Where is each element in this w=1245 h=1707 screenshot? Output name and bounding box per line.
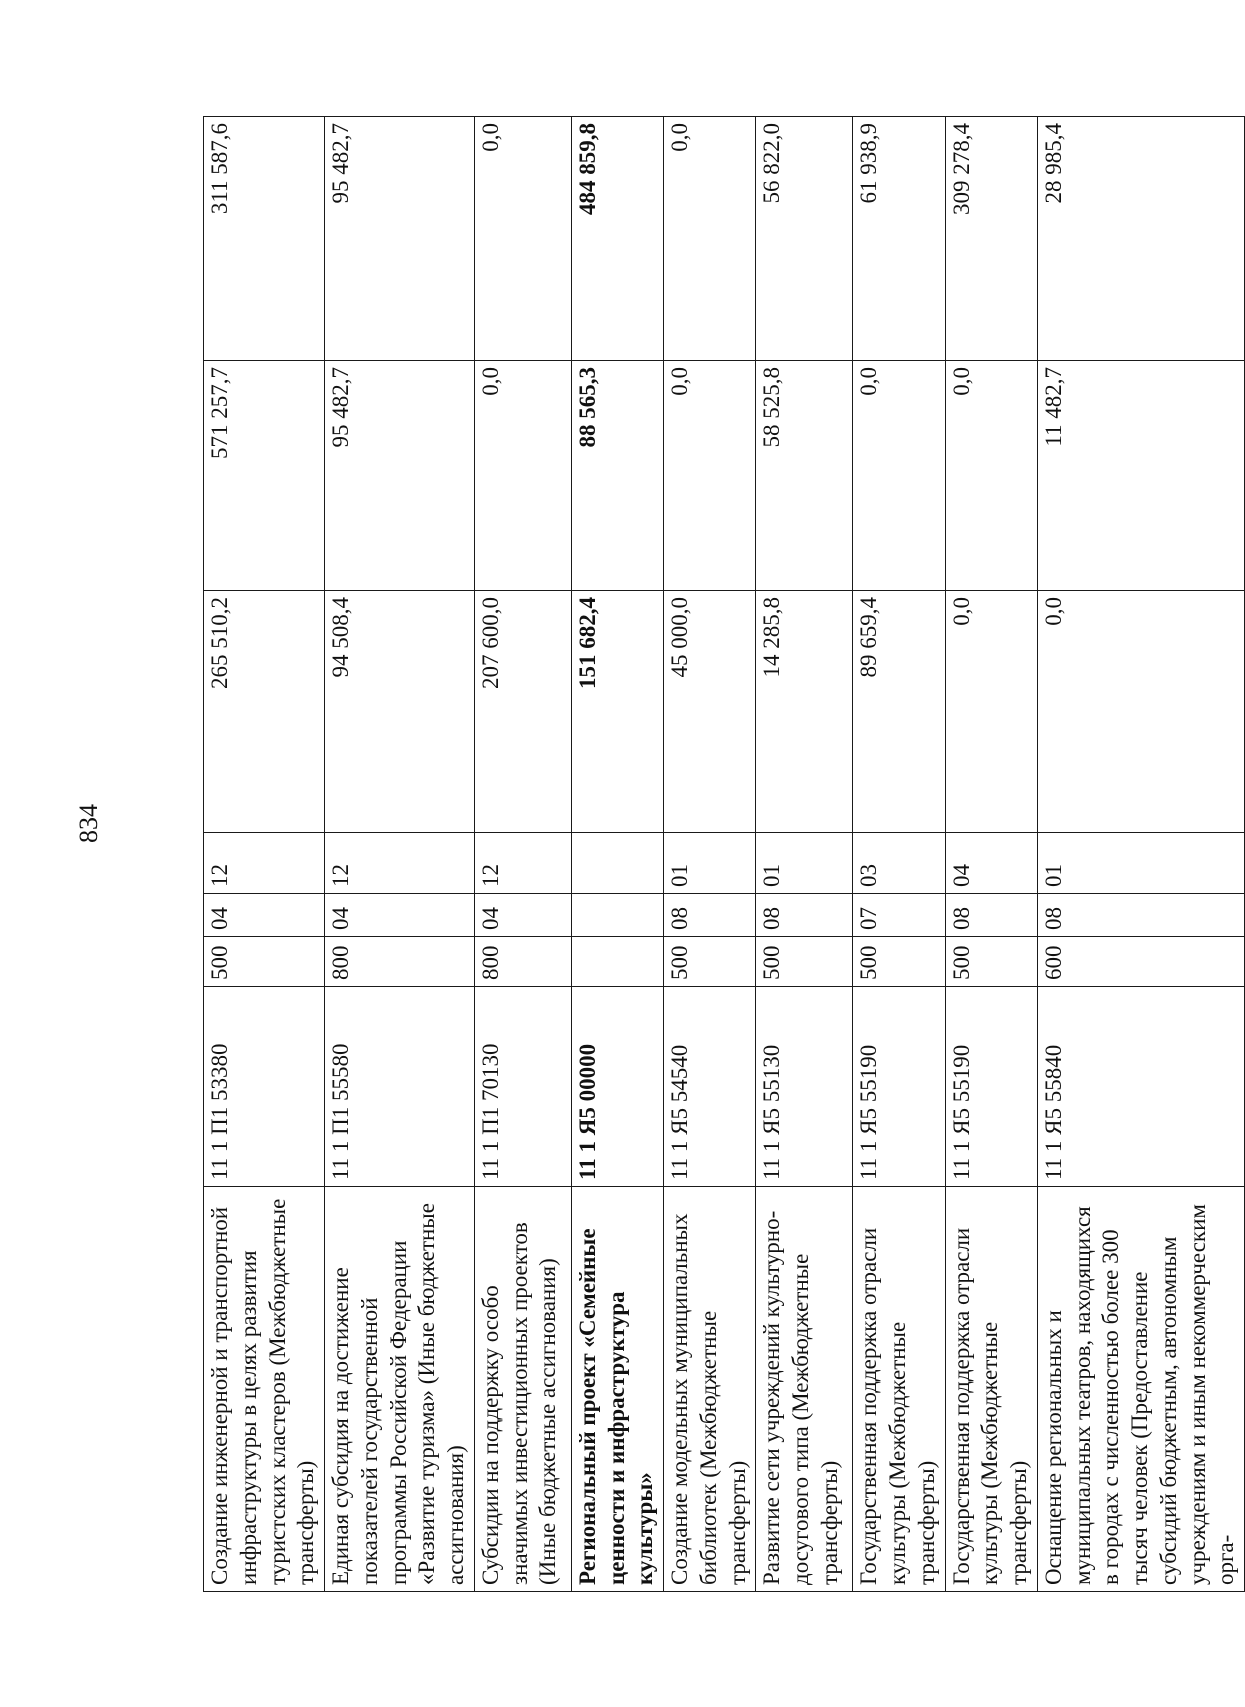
table-row (756, 117, 853, 1592)
row-rz (571, 894, 663, 937)
table-row (325, 117, 475, 1592)
row-amount-3: 311 587,6 (204, 117, 325, 361)
row-amount-2: 11 482,7 (1037, 361, 1244, 591)
row-amount-1: 94 508,4 (325, 591, 475, 833)
table-row (474, 117, 571, 1592)
row-pr: 01 (756, 833, 853, 894)
row-pr (571, 833, 663, 894)
row-amount-3: 0,0 (664, 117, 756, 361)
rotated-table-wrapper (203, 117, 1239, 1592)
row-pr: 01 (664, 833, 756, 894)
row-amount-3: 95 482,7 (325, 117, 475, 361)
row-name: Государственная поддержка отрасли культуры (Межбюджетные трансферты) (853, 1187, 945, 1592)
table-row (1037, 117, 1244, 1592)
row-code: 11 1 Я5 55190 (945, 987, 1037, 1187)
row-name: Субсидии на поддержку особо значимых инвестиционных проектов (Иные бюджетные ассигнования) (474, 1187, 571, 1592)
row-amount-3: 484 859,8 (571, 117, 663, 361)
row-vr: 500 (853, 937, 945, 987)
row-pr: 12 (325, 833, 475, 894)
row-amount-3: 309 278,4 (945, 117, 1037, 361)
row-name: Развитие сети учреждений культурно-досугового типа (Межбюджетные трансферты) (756, 1187, 853, 1592)
row-amount-1: 151 682,4 (571, 591, 663, 833)
row-name: Оснащение региональных и муниципальных театров, находящихся в городах с численностью более 300 тысяч человек (Предоставление субсидий бюджетным, автономным учреждениям и иным некоммерческим орга- (1037, 1187, 1244, 1592)
row-amount-3: 61 938,9 (853, 117, 945, 361)
row-amount-1: 207 600,0 (474, 591, 571, 833)
table-row (945, 117, 1037, 1592)
row-code: 11 1 Я5 00000 (571, 987, 663, 1187)
row-name: Создание инженерной и транспортной инфраструктуры в целях развития туристских кластеров (Межбюджетные трансферты) (204, 1187, 325, 1592)
row-name: Создание модельных муниципальных библиотек (Межбюджетные трансферты) (664, 1187, 756, 1592)
row-vr: 800 (474, 937, 571, 987)
row-vr: 500 (664, 937, 756, 987)
row-vr: 500 (945, 937, 1037, 987)
row-vr: 500 (756, 937, 853, 987)
table-row (571, 117, 663, 1592)
row-rz: 07 (853, 894, 945, 937)
row-code: 11 1 П1 70130 (474, 987, 571, 1187)
row-amount-1: 14 285,8 (756, 591, 853, 833)
row-name: Государственная поддержка отрасли культуры (Межбюджетные трансферты) (945, 1187, 1037, 1592)
row-rz: 08 (1037, 894, 1244, 937)
row-vr: 800 (325, 937, 475, 987)
row-rz: 04 (325, 894, 475, 937)
row-pr: 01 (1037, 833, 1244, 894)
table-row (664, 117, 756, 1592)
row-code: 11 1 Я5 55190 (853, 987, 945, 1187)
row-amount-2: 0,0 (945, 361, 1037, 591)
row-code: 11 1 П1 55580 (325, 987, 475, 1187)
row-amount-2: 88 565,3 (571, 361, 663, 591)
row-amount-2: 58 525,8 (756, 361, 853, 591)
row-code: 11 1 Я5 54540 (664, 987, 756, 1187)
row-rz: 04 (204, 894, 325, 937)
row-rz: 08 (945, 894, 1037, 937)
row-rz: 08 (664, 894, 756, 937)
row-amount-3: 56 822,0 (756, 117, 853, 361)
row-amount-2: 95 482,7 (325, 361, 475, 591)
row-amount-3: 0,0 (474, 117, 571, 361)
row-code: 11 1 Я5 55130 (756, 987, 853, 1187)
row-rz: 08 (756, 894, 853, 937)
row-pr: 03 (853, 833, 945, 894)
row-code: 11 1 П1 53380 (204, 987, 325, 1187)
row-vr: 500 (204, 937, 325, 987)
table-row (853, 117, 945, 1592)
row-amount-2: 0,0 (474, 361, 571, 591)
row-amount-2: 571 257,7 (204, 361, 325, 591)
row-amount-1: 265 510,2 (204, 591, 325, 833)
row-pr: 04 (945, 833, 1037, 894)
row-pr: 12 (204, 833, 325, 894)
row-pr: 12 (474, 833, 571, 894)
row-amount-1: 89 659,4 (853, 591, 945, 833)
row-code: 11 1 Я5 55840 (1037, 987, 1244, 1187)
row-amount-1: 45 000,0 (664, 591, 756, 833)
row-vr (571, 937, 663, 987)
row-amount-1: 0,0 (1037, 591, 1244, 833)
row-amount-3: 28 985,4 (1037, 117, 1244, 361)
row-amount-1: 0,0 (945, 591, 1037, 833)
row-amount-2: 0,0 (853, 361, 945, 591)
page-number: 834 (74, 804, 103, 843)
table-row (204, 117, 325, 1592)
row-name: Региональный проект «Семейные ценности и инфраструктура культуры» (571, 1187, 663, 1592)
row-vr: 600 (1037, 937, 1244, 987)
row-name: Единая субсидия на достижение показателей государственной программы Российской Федерации «Развитие туризма» (Иные бюджетные ассигнования) (325, 1187, 475, 1592)
row-amount-2: 0,0 (664, 361, 756, 591)
row-rz: 04 (474, 894, 571, 937)
budget-table (203, 116, 1245, 1592)
